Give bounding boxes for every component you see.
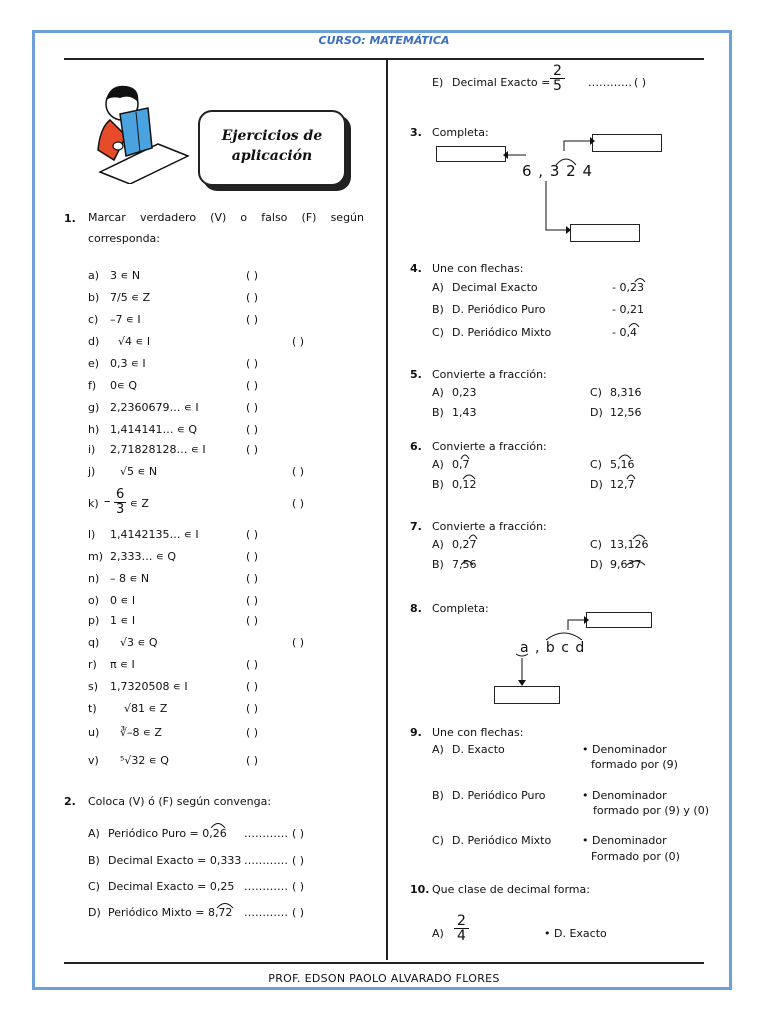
- q6-item-label: C): [590, 458, 602, 471]
- period-arc: [468, 532, 478, 540]
- student-reading-illustration: [90, 84, 190, 184]
- q1-answer-parens[interactable]: ( ): [246, 269, 259, 282]
- q4-right-3: - 0,4: [612, 326, 637, 339]
- q9-text: Une con flechas:: [432, 726, 524, 739]
- q1-number: 1.: [64, 212, 76, 225]
- q5-item-value: 0,23: [452, 386, 477, 399]
- q2-text: Coloca (V) ó (F) según convenga:: [88, 795, 272, 808]
- q9-c-text: D. Periódico Mixto: [452, 834, 552, 847]
- q1-answer-parens[interactable]: ( ): [246, 658, 259, 671]
- q1-item-label: s): [88, 680, 99, 693]
- q2-e-dots: …………: [588, 76, 632, 89]
- q3-box-left: [436, 146, 506, 162]
- q6-number: 6.: [410, 440, 422, 453]
- q4-number: 4.: [410, 262, 422, 275]
- q1-text-line2: corresponda:: [88, 232, 160, 245]
- q4-a-text: Decimal Exacto: [452, 281, 538, 294]
- q10-numerator: 2: [457, 913, 466, 929]
- q2-answer-parens[interactable]: ( ): [292, 906, 305, 919]
- q2-item-label: B): [88, 854, 100, 867]
- q9-right-3-l1: • Denominador: [582, 834, 667, 847]
- q1-item-expression: 0 ∊ I: [110, 594, 136, 607]
- q4-c-label: C): [432, 326, 444, 339]
- q6-item-label: B): [432, 478, 444, 491]
- q1-item-label: f): [88, 379, 97, 392]
- q5-item-value: 12,56: [610, 406, 642, 419]
- q4-c-text: D. Periódico Mixto: [452, 326, 552, 339]
- q2-a-period-arc: [210, 821, 226, 829]
- period-arc: [618, 452, 632, 460]
- q1-item-label: o): [88, 594, 100, 607]
- q1-item-label: c): [88, 313, 99, 326]
- q1-item-expression: √5 ∊ N: [120, 465, 158, 478]
- q5-item-label: A): [432, 386, 444, 399]
- q1-answer-parens[interactable]: ( ): [246, 313, 259, 326]
- q1-item-expression: ⁵√32 ∊ Q: [120, 754, 169, 767]
- q5-item-label: D): [590, 406, 603, 419]
- q9-b-label: B): [432, 789, 444, 802]
- q9-right-1-l2: formado por (9): [591, 758, 678, 771]
- q5-item-label: C): [590, 386, 602, 399]
- q1-answer-parens[interactable]: ( ): [246, 443, 259, 456]
- q1-item-expression: 2,333… ∊ Q: [110, 550, 177, 563]
- q4-arc-1: [634, 275, 646, 283]
- q1-answer-parens[interactable]: ( ): [292, 636, 305, 649]
- q5-item-value: 8,316: [610, 386, 642, 399]
- q3-number-display: 6 , 3 2 4: [522, 162, 594, 180]
- q1-item-expression: 7/5 ∊ Z: [110, 291, 151, 304]
- q2-item-label: D): [88, 906, 101, 919]
- q1-item-label: b): [88, 291, 100, 304]
- q5-item-label: B): [432, 406, 444, 419]
- q2-item-text: Decimal Exacto = 0,25: [108, 880, 235, 893]
- q1-item-label: q): [88, 636, 100, 649]
- q7-item-label: C): [590, 538, 602, 551]
- q1-item-label: k): [88, 497, 99, 510]
- q1-item-label: v): [88, 754, 99, 767]
- q1-item-label: j): [88, 465, 96, 478]
- q1-text-line1: Marcar verdadero (V) o falso (F) según: [88, 211, 364, 224]
- q1-answer-parens[interactable]: ( ): [246, 754, 259, 767]
- q9-b-text: D. Periódico Puro: [452, 789, 546, 802]
- q9-right-1-l1: • Denominador: [582, 743, 667, 756]
- q2-e-numerator: 2: [553, 63, 562, 79]
- q7-item-label: A): [432, 538, 444, 551]
- q2-d-period-arc: [216, 901, 234, 909]
- q2-answer-parens[interactable]: ( ): [292, 827, 305, 840]
- q1-item-expression: √81 ∊ Z: [124, 702, 168, 715]
- q4-b-label: B): [432, 303, 444, 316]
- q1-item-label: d): [88, 335, 100, 348]
- q6-item-value: 0,12: [452, 478, 477, 491]
- period-arc: [460, 452, 470, 460]
- q2-item-label: C): [88, 880, 100, 893]
- q1-item-label: m): [88, 550, 104, 563]
- q1-answer-parens[interactable]: ( ): [246, 379, 259, 392]
- q1-k-denominator: 3: [116, 502, 125, 517]
- q7-number: 7.: [410, 520, 422, 533]
- q2-answer-parens[interactable]: ( ): [292, 880, 305, 893]
- q6-text: Convierte a fracción:: [432, 440, 547, 453]
- q8-box-top: [586, 612, 652, 628]
- q1-item-label: a): [88, 269, 100, 282]
- q8-number-display: a , b c d: [520, 640, 586, 656]
- q9-right-3-l2: Formado por (0): [591, 850, 680, 863]
- q1-item-expression: 1,414141… ∊ Q: [110, 423, 198, 436]
- q1-answer-parens[interactable]: ( ): [246, 291, 259, 304]
- q10-fraction: [454, 914, 469, 943]
- q2-e-text: Decimal Exacto =: [452, 76, 551, 89]
- q2-item-dots: …………: [244, 854, 288, 867]
- q2-item-text: Periódico Puro = 0,26: [108, 827, 227, 840]
- q9-c-label: C): [432, 834, 444, 847]
- q1-answer-parens[interactable]: ( ): [246, 572, 259, 585]
- q8-number: 8.: [410, 602, 422, 615]
- q2-item-text: Periódico Mixto = 8,72: [108, 906, 233, 919]
- q4-arc-3: [628, 320, 640, 328]
- q1-k-sign: –: [104, 494, 111, 509]
- q2-item-dots: …………: [244, 906, 288, 919]
- q1-answer-parens[interactable]: ( ): [246, 726, 259, 739]
- q2-e-denominator: 5: [550, 78, 565, 93]
- q3-box-top-right: [592, 134, 662, 152]
- q1-item-expression: –7 ∊ I: [110, 313, 141, 326]
- q10-text: Que clase de decimal forma:: [432, 883, 590, 896]
- q9-right-2-l2: formado por (9) y (0): [593, 804, 709, 817]
- q4-a-label: A): [432, 281, 444, 294]
- q1-answer-parens[interactable]: ( ): [246, 357, 259, 370]
- q6-item-value: 0,7: [452, 458, 470, 471]
- q1-item-expression: √4 ∊ I: [118, 335, 151, 348]
- q4-right-2: - 0,21: [612, 303, 644, 316]
- q2-item-label: A): [88, 827, 100, 840]
- q1-item-label: n): [88, 572, 100, 585]
- period-arc: [460, 558, 474, 566]
- q1-item-expression: 1,7320508 ∊ I: [110, 680, 188, 693]
- bottom-rule: [64, 962, 704, 964]
- q1-item-label: p): [88, 614, 100, 627]
- q4-text: Une con flechas:: [432, 262, 524, 275]
- q7-item-value: 7,56: [452, 558, 477, 571]
- period-arc: [626, 472, 636, 480]
- q1-item-label: t): [88, 702, 97, 715]
- q1-answer-parens[interactable]: ( ): [292, 335, 305, 348]
- q10-a-label: A): [432, 927, 444, 940]
- q1-k-fraction: [104, 487, 126, 517]
- column-divider: [386, 60, 388, 960]
- footer-author: PROF. EDSON PAOLO ALVARADO FLORES: [268, 972, 500, 985]
- q9-right-2-l1: • Denominador: [582, 789, 667, 802]
- q8-text: Completa:: [432, 602, 489, 615]
- q8-arrows: [510, 612, 590, 692]
- q1-item-label: i): [88, 443, 96, 456]
- q1-item-expression: 2,2360679… ∊ I: [110, 401, 199, 414]
- q10-answer: • D. Exacto: [544, 927, 607, 940]
- course-header: CURSO: MATEMÁTICA: [318, 34, 450, 47]
- q1-item-expression: – 8 ∊ N: [110, 572, 150, 585]
- q2-number: 2.: [64, 795, 76, 808]
- q1-answer-parens[interactable]: ( ): [246, 423, 259, 436]
- q1-answer-parens[interactable]: ( ): [292, 497, 305, 510]
- q2-e-label: E): [432, 76, 444, 89]
- q1-answer-parens[interactable]: ( ): [246, 614, 259, 627]
- title-box: [198, 110, 346, 186]
- q3-number: 3.: [410, 126, 422, 139]
- q1-item-label: r): [88, 658, 97, 671]
- q1-answer-parens[interactable]: ( ): [246, 680, 259, 693]
- q2-item-dots: …………: [244, 880, 288, 893]
- q10-number: 10.: [410, 883, 430, 896]
- q5-item-value: 1,43: [452, 406, 477, 419]
- q1-item-expression: 1,4142135… ∊ I: [110, 528, 199, 541]
- q2-item-dots: …………: [244, 827, 288, 840]
- q1-item-expression: 2,71828128… ∊ I: [110, 443, 206, 456]
- q7-item-value: 0,27: [452, 538, 477, 551]
- q7-text: Convierte a fracción:: [432, 520, 547, 533]
- q2-e-paren: ( ): [634, 76, 647, 89]
- q7-item-label: D): [590, 558, 603, 571]
- q1-answer-parens[interactable]: ( ): [292, 465, 305, 478]
- period-arc: [632, 532, 646, 540]
- q7-item-value: 13,126: [610, 538, 649, 551]
- q10-denominator: 4: [454, 928, 469, 943]
- q6-item-label: D): [590, 478, 603, 491]
- q1-answer-parens[interactable]: ( ): [246, 702, 259, 715]
- q1-item-label: g): [88, 401, 100, 414]
- q4-right-1: - 0,23: [612, 281, 644, 294]
- q1-item-label: h): [88, 423, 100, 436]
- q1-item-expression: 3 ∊ N: [110, 269, 141, 282]
- q7-item-value: 9,637: [610, 558, 642, 571]
- q1-item-expression: ∛–8 ∊ Z: [120, 726, 162, 739]
- q7-item-label: B): [432, 558, 444, 571]
- q1-item-expression: 0,3 ∊ I: [110, 357, 146, 370]
- q2-item-text: Decimal Exacto = 0,333: [108, 854, 242, 867]
- q6-item-value: 12,7: [610, 478, 635, 491]
- title-line-1: Ejercicios de: [221, 128, 323, 144]
- q1-item-label: u): [88, 726, 100, 739]
- q1-answer-parens[interactable]: ( ): [246, 528, 259, 541]
- q9-number: 9.: [410, 726, 422, 739]
- q9-a-label: A): [432, 743, 444, 756]
- q1-item-expression: ∊ Z: [130, 497, 149, 510]
- q1-item-expression: 1 ∊ I: [110, 614, 136, 627]
- top-rule: [64, 58, 704, 60]
- q9-a-text: D. Exacto: [452, 743, 505, 756]
- q5-number: 5.: [410, 368, 422, 381]
- q3-text: Completa:: [432, 126, 489, 139]
- q4-b-text: D. Periódico Puro: [452, 303, 546, 316]
- q1-item-label: l): [88, 528, 96, 541]
- q1-answer-parens[interactable]: ( ): [246, 401, 259, 414]
- q5-text: Convierte a fracción:: [432, 368, 547, 381]
- q1-answer-parens[interactable]: ( ): [246, 594, 259, 607]
- q1-item-label: e): [88, 357, 100, 370]
- q1-answer-parens[interactable]: ( ): [246, 550, 259, 563]
- q1-item-expression: 0∊ Q: [110, 379, 138, 392]
- q1-k-numerator: 6: [116, 487, 125, 502]
- q3-arrows: [500, 135, 595, 235]
- q6-item-value: 5,16: [610, 458, 635, 471]
- period-arc: [462, 472, 476, 480]
- q6-item-label: A): [432, 458, 444, 471]
- q1-item-expression: π ∊ I: [110, 658, 135, 671]
- period-arc: [626, 558, 646, 566]
- title-line-2: aplicación: [231, 148, 313, 164]
- q2-answer-parens[interactable]: ( ): [292, 854, 305, 867]
- q1-item-expression: √3 ∊ Q: [120, 636, 158, 649]
- q2-e-fraction: [550, 64, 565, 93]
